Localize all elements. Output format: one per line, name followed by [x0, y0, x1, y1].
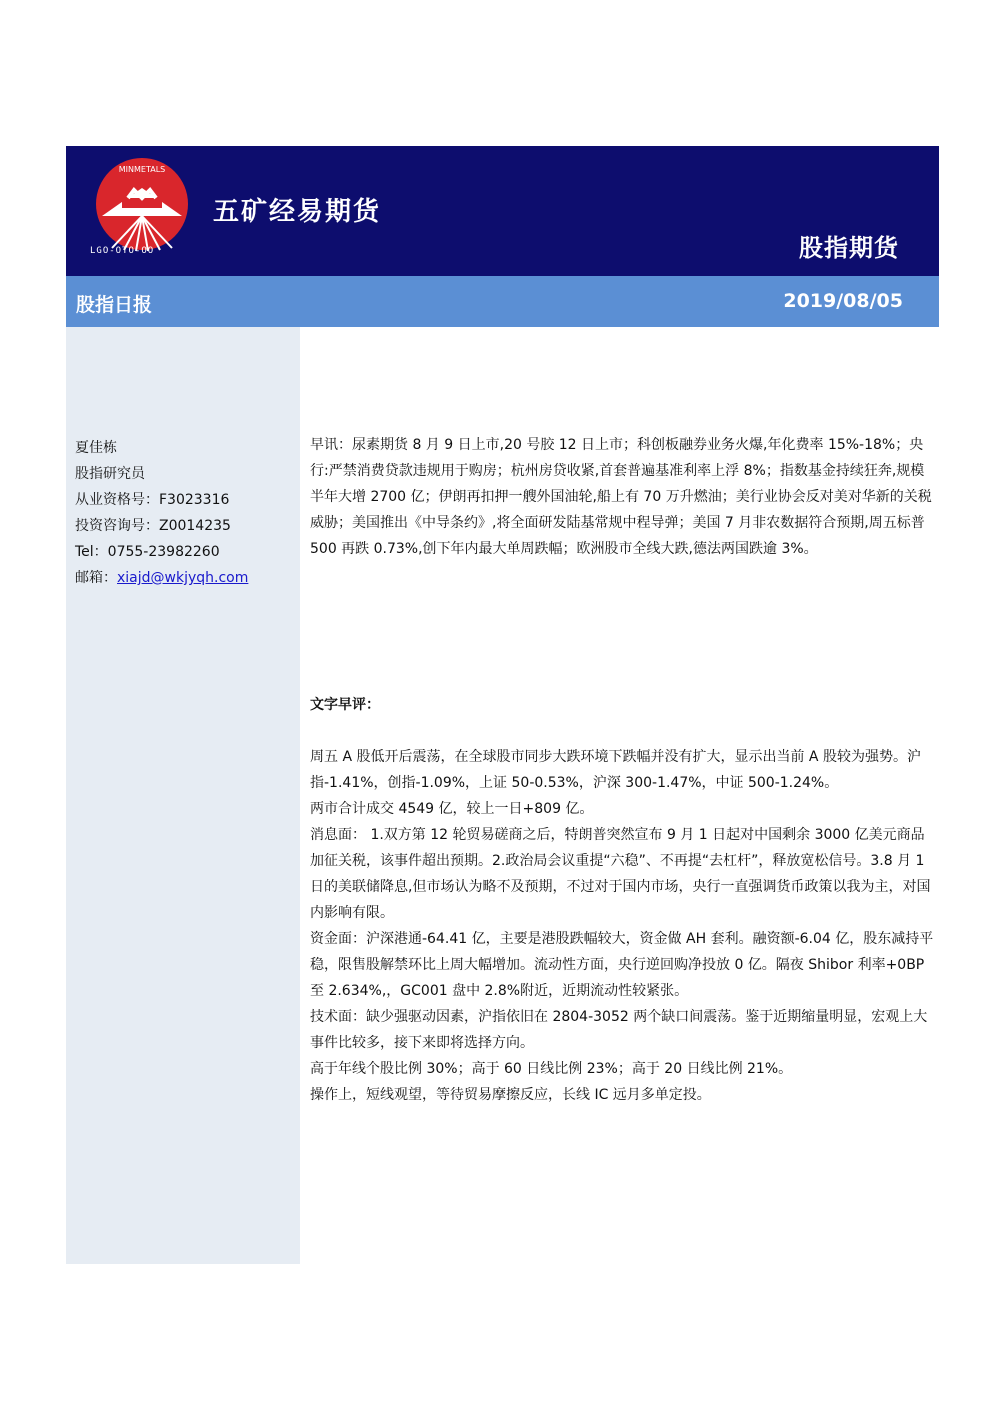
email-label: 邮箱：	[75, 570, 117, 586]
comment-paragraph: 周五 A 股低开后震荡，在全球股市同步大跌环境下跌幅并没有扩大，显示出当前 A 股较为强势。沪指-1.41%，创指-1.09%，上证 50-0.53%，沪深 300-1.47%，中证 500-1.24%。	[310, 749, 921, 791]
author-title: 股指研究员	[75, 466, 145, 482]
svg-text:MINMETALS: MINMETALS	[118, 165, 166, 174]
author-sidebar	[66, 327, 300, 1264]
company-name: 五矿经易期货	[213, 197, 382, 227]
comment-paragraph: 操作上，短线观望，等待贸易摩擦反应，长线 IC 远月多单定投。	[310, 1087, 711, 1103]
author-consult-number: 投资咨询号：Z0014235	[75, 518, 231, 534]
comment-paragraph: 两市合计成交 4549 亿，较上一日+809 亿。	[310, 801, 594, 817]
comment-body	[310, 744, 934, 1108]
title-band	[66, 276, 939, 327]
author-email-row	[75, 565, 248, 591]
minmetals-logo-icon	[92, 158, 192, 254]
author-tel: Tel：0755-23982260	[75, 544, 220, 560]
email-link[interactable]: xiajd@wkjyqh.com	[117, 570, 249, 586]
comment-paragraph: 技术面：缺少强驱动因素，沪指依旧在 2804-3052 两个缺口间震荡。鉴于近期缩量明显，宏观上大事件比较多，接下来即将选择方向。	[310, 1009, 928, 1051]
comment-paragraph: 资金面：沪深港通-64.41 亿，主要是港股跌幅较大，资金做 AH 套利。融资额-6.04 亿，股东减持平稳，限售股解禁环比上周大幅增加。流动性方面，央行逆回购净投放 0 亿。隔夜 Shibor 利率+0BP 至 2.634%,，GC001 盘中 2.8%附近，近期流动性较紧张。	[310, 931, 934, 999]
author-license: 从业资格号：F3023316	[75, 492, 230, 508]
logo-bottom-text: LGO-OTO-OO	[90, 246, 155, 256]
comment-paragraph: 消息面： 1.双方第 12 轮贸易磋商之后，特朗普突然宣布 9 月 1 日起对中国剩余 3000 亿美元商品加征关税，该事件超出预期。2.政治局会议重提“六稳”、不再提“去杠杆”，释放宽松信号。3.8 月 1 日的美联储降息,但市场认为略不及预期，不过对于国内市场，央行一直强调货币政策以我为主，对国内影响有限。	[310, 827, 931, 921]
report-header	[66, 146, 939, 276]
author-name: 夏佳栋	[75, 440, 117, 456]
comment-title: 文字早评：	[310, 697, 380, 713]
author-info	[75, 435, 248, 591]
morning-flash: 早讯：尿素期货 8 月 9 日上市,20 号胶 12 日上市；科创板融券业务火爆,年化费率 15%-18%；央行:严禁消费贷款违规用于购房；杭州房贷收紧,首套普遍基准利率上浮 8%；指数基金持续狂奔,规模半年大增 2700 亿；伊朗再扣押一艘外国油轮,船上有 70 万升燃油；美行业协会反对美对华新的关税威胁；美国推出《中导条约》,将全面研发陆基常规中程导弹；美国 7 月非农数据符合预期,周五标普 500 再跌 0.73%,创下年内最大单周跌幅；欧洲股市全线大跌,德法两国跌逾 3%。	[310, 437, 932, 557]
report-date: 2019/08/05	[783, 290, 903, 312]
report-category: 股指期货	[799, 234, 899, 262]
report-type: 股指日报	[76, 294, 153, 316]
comment-paragraph: 高于年线个股比例 30%；高于 60 日线比例 23%；高于 20 日线比例 21%。	[310, 1061, 793, 1077]
